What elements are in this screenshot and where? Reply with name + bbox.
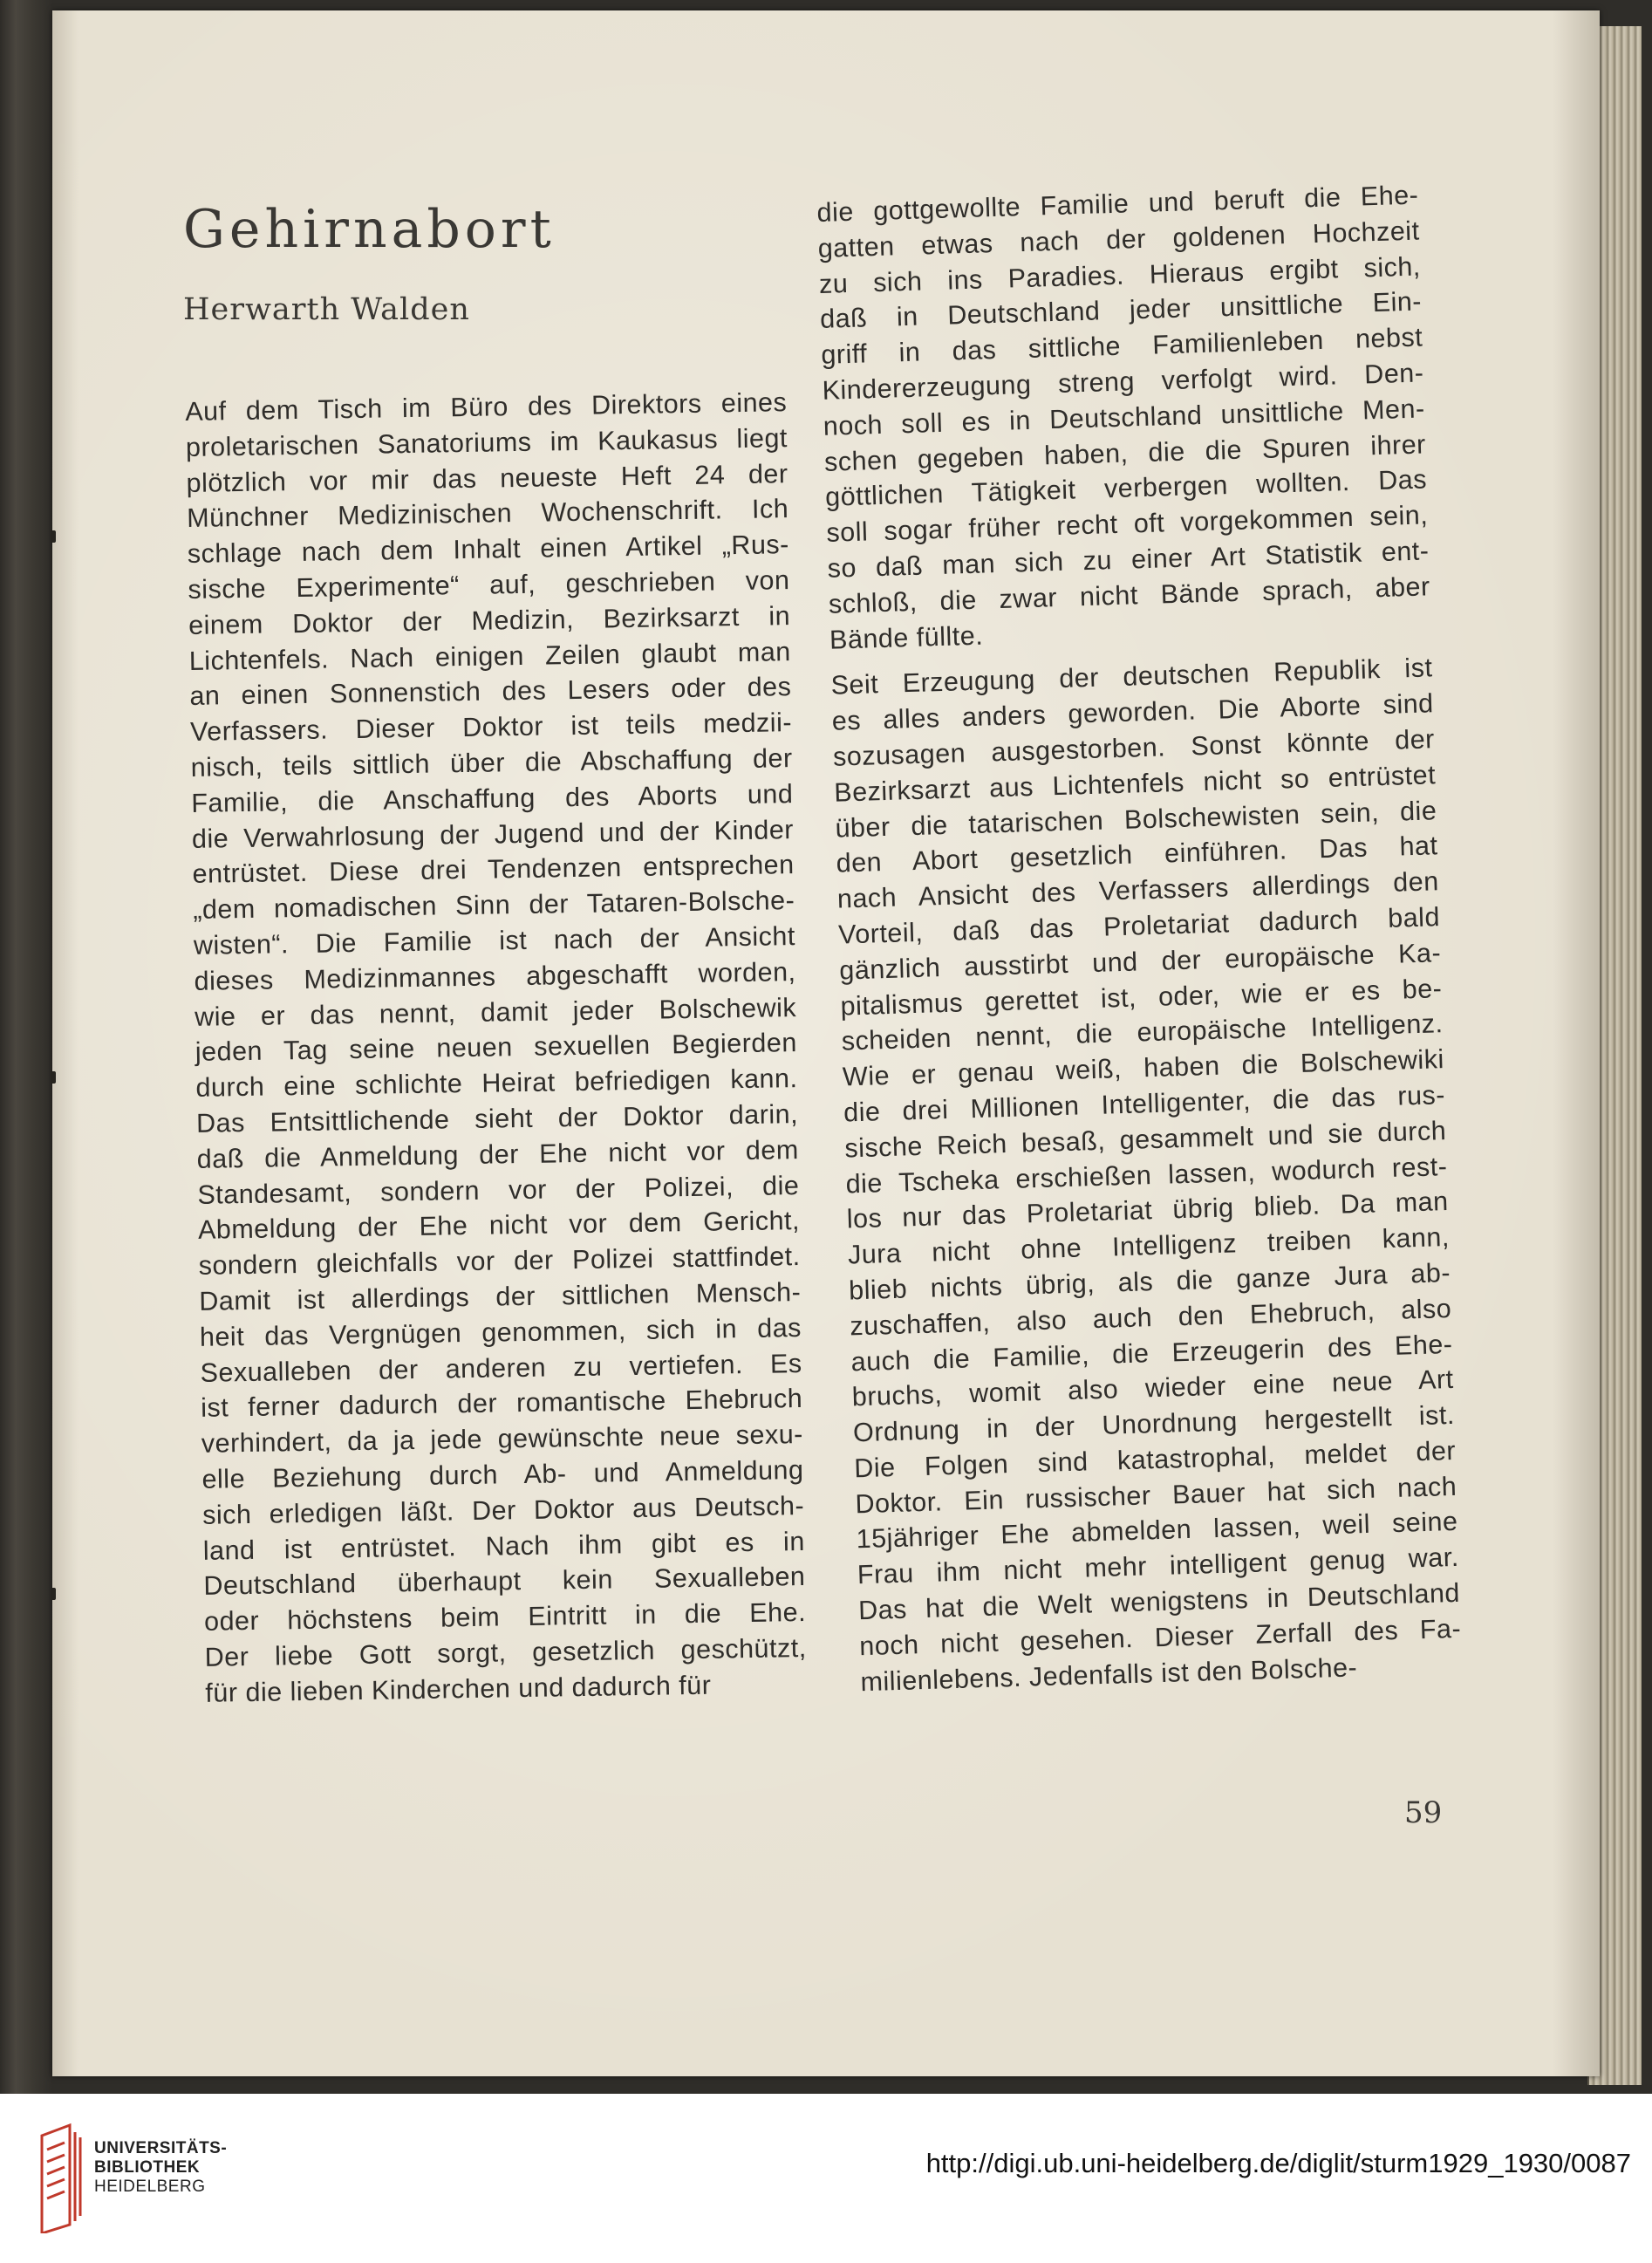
left-text-column [185, 385, 808, 1711]
text-line: über die tatarischen Bolschewisten sein, die [835, 795, 1437, 844]
text-line: Die Folgen sind katastrophal, meldet der [853, 1435, 1457, 1484]
text-line: sische Experimente“ auf, geschrieben von [188, 565, 790, 605]
text-line: sich erledigen läßt. Der Doktor aus Deutsch- [201, 1490, 805, 1530]
text-line: milienlebens. Jedenfalls ist den Bolsche- [860, 1652, 1358, 1697]
text-line: Abmeldung der Ehe nicht vor dem Gericht, [197, 1206, 801, 1246]
text-line: „dem nomadischen Sinn der Tataren-Bolsche- [193, 885, 795, 926]
text-line: los nur das Proletariat übrig blieb. Da man [846, 1186, 1450, 1234]
text-line: daß in Deutschland jeder unsittliche Ein- [819, 286, 1423, 335]
text-line: noch soll es in Deutschland unsittliche Men- [823, 393, 1426, 441]
text-line: gatten etwas nach der goldenen Hochzeit [817, 215, 1421, 263]
right-text-column [816, 178, 1463, 1700]
text-line: göttlichen Tätigkeit verbergen wollten. Das [824, 464, 1428, 513]
text-line: es alles anders geworden. Die Aborte sind [831, 688, 1435, 736]
text-line: zuschaffen, also auch den Ehebruch, also [849, 1293, 1452, 1342]
text-line: zu sich ins Paradies. Hieraus ergibt sich, [818, 251, 1422, 299]
spine-mark [51, 530, 56, 543]
text-line: für die lieben Kinderchen und dadurch für [205, 1670, 712, 1708]
text-line: Wie er genau weiß, haben die Bolschewiki [842, 1044, 1445, 1092]
text-line: die gottgewollte Familie und beruft die Ehe- [816, 180, 1419, 228]
text-line: sozusagen ausgestorben. Sonst könnte der [832, 724, 1436, 772]
text-line: proletarischen Sanatoriums im Kaukasus liegt [185, 422, 788, 462]
text-line: Sexualleben der anderen zu vertiefen. Es [200, 1348, 802, 1388]
text-line: scheiden nennt, die europäische Intelligenz. [841, 1008, 1444, 1056]
text-line: die Verwahrlosung der Jugend und der Kinder [191, 814, 795, 854]
text-line: 15jähriger Ehe abmelden lassen, weil seine [856, 1507, 1458, 1555]
text-line: Das Entsittlichende sieht der Doktor darin, [195, 1098, 799, 1138]
text-line: Münchner Medizinischen Wochenschrift. Ich [186, 494, 789, 534]
text-line: nisch, teils sittlich über die Abschaffung der [190, 743, 793, 783]
text-line: Verfassers. Dieser Doktor ist teils medzii- [189, 708, 793, 748]
text-line: nach Ansicht des Verfassers allerdings den [836, 866, 1440, 914]
text-line: durch eine schlichte Heirat befriedigen kann. [195, 1063, 798, 1104]
text-line: an einen Sonnenstich des Lesers oder des [189, 672, 792, 712]
text-line: den Abort gesetzlich einführen. Das hat [836, 831, 1438, 879]
text-line: Familie, die Anschaffung des Aborts und [191, 778, 794, 818]
text-line: Standesamt, sondern vor der Polizei, die [197, 1170, 800, 1210]
text-line: Bände füllte. [829, 620, 984, 655]
text-line: bruchs, womit also wieder eine neue Art [851, 1364, 1455, 1412]
text-line: Damit ist allerdings der sittlichen Mensch- [199, 1276, 802, 1316]
text-line: Deutschland überhaupt kein Sexualleben [203, 1562, 806, 1602]
text-line: plötzlich vor mir das neueste Heft 24 der [186, 458, 788, 498]
text-line: wie er das nennt, damit jeder Bolschewik [194, 992, 797, 1032]
text-line: oder höchstens beim Eintritt in die Ehe. [203, 1597, 807, 1637]
text-line: noch nicht gesehen. Dieser Zerfall des Fa- [858, 1613, 1462, 1662]
article-title: Gehirnabort [183, 199, 556, 260]
text-line: Bezirksarzt aus Lichtenfels nicht so entrüstet [833, 759, 1437, 808]
text-line: blieb nichts übrig, als die ganze Jura ab- [848, 1257, 1451, 1306]
text-line: daß die Anmeldung der Ehe nicht vor dem [196, 1134, 799, 1174]
spine-mark [51, 1588, 56, 1600]
text-line: land ist entrüstet. Nach ihm gibt es in [202, 1526, 806, 1566]
institution-line-2: BIBLIOTHEK [94, 2158, 201, 2177]
text-line: dieses Medizinmannes abgeschafft worden, [194, 956, 796, 996]
text-line: Jura nicht ohne Intelligenz treiben kann, [847, 1222, 1451, 1270]
text-line: soll sogar früher recht oft vorgekommen sein, [825, 500, 1429, 548]
institution-line-1: UNIVERSITÄTS- [94, 2139, 228, 2157]
text-line: sische Reich besaß, gesammelt und sie durch [843, 1115, 1447, 1164]
page-number: 59 [1404, 1795, 1443, 1830]
text-line: gänzlich ausstirbt und der europäische Ka- [838, 937, 1442, 986]
text-line: auch die Familie, die Erzeugerin des Ehe- [850, 1329, 1453, 1377]
text-line: griff in das sittliche Familienleben nebst [820, 322, 1423, 371]
institution-name [94, 2139, 227, 2197]
text-line: die Tscheka erschießen lassen, wodurch rest- [845, 1151, 1448, 1200]
text-line: einem Doktor der Medizin, Bezirksarzt in [188, 600, 791, 640]
text-line: Lichtenfels. Nach einigen Zeilen glaubt man [188, 636, 791, 676]
text-line: elle Beziehung durch Ab- und Anmeldung [201, 1454, 804, 1494]
text-line: Das hat die Welt wenigstens in Deutschland [857, 1577, 1461, 1626]
text-line: jeden Tag seine neuen sexuellen Begierden [195, 1028, 798, 1068]
text-line: ist ferner dadurch der romantische Ehebruch [200, 1384, 803, 1424]
text-line: Frau ihm nicht mehr intelligent genug war. [857, 1542, 1460, 1590]
text-line: Vorteil, daß das Proletariat dadurch bald [837, 902, 1441, 950]
text-line: pitalismus gerettet ist, oder, wie er es be- [840, 973, 1443, 1022]
text-line: Ordnung in der Unordnung hergestellt ist. [852, 1400, 1456, 1448]
permalink-url[interactable]: http://digi.ub.uni-heidelberg.de/diglit/sturm1929_1930/0087 [925, 2148, 1631, 2178]
text-line: heit das Vergnügen genommen, sich in das [199, 1312, 802, 1352]
text-line: so daß man sich zu einer Art Statistik ent- [827, 536, 1430, 584]
text-line: schen gegeben haben, die die Spuren ihrer [823, 428, 1427, 477]
text-line: die drei Millionen Intelligenter, die das rus- [843, 1079, 1446, 1128]
article-author: Herwarth Walden [183, 292, 470, 327]
heidelberg-library-logo-icon [35, 2120, 87, 2233]
spine-mark [51, 1071, 56, 1084]
text-line: Doktor. Ein russischer Bauer hat sich nach [855, 1471, 1457, 1520]
text-line: Kindererzeugung streng verfolgt wird. Den- [822, 358, 1424, 406]
text-line: Seit Erzeugung der deutschen Republik ist [830, 653, 1433, 701]
text-line: schloß, die zwar nicht Bände sprach, aber [828, 571, 1431, 619]
institution-line-3: HEIDELBERG [94, 2178, 206, 2196]
text-line: entrüstet. Diese drei Tendenzen entsprechen [192, 850, 795, 890]
text-line: Der liebe Gott sorgt, gesetzlich geschützt, [204, 1632, 807, 1672]
text-line: wisten“. Die Familie ist nach der Ansicht [193, 921, 796, 961]
text-line: verhindert, da ja jede gewünschte neue sexu- [201, 1419, 804, 1459]
text-line: sondern gleichfalls vor der Polizei stattfindet. [198, 1241, 801, 1281]
text-line: Auf dem Tisch im Büro des Direktors eines [185, 387, 788, 427]
text-line: schlage nach dem Inhalt einen Artikel „Rus- [187, 530, 790, 570]
